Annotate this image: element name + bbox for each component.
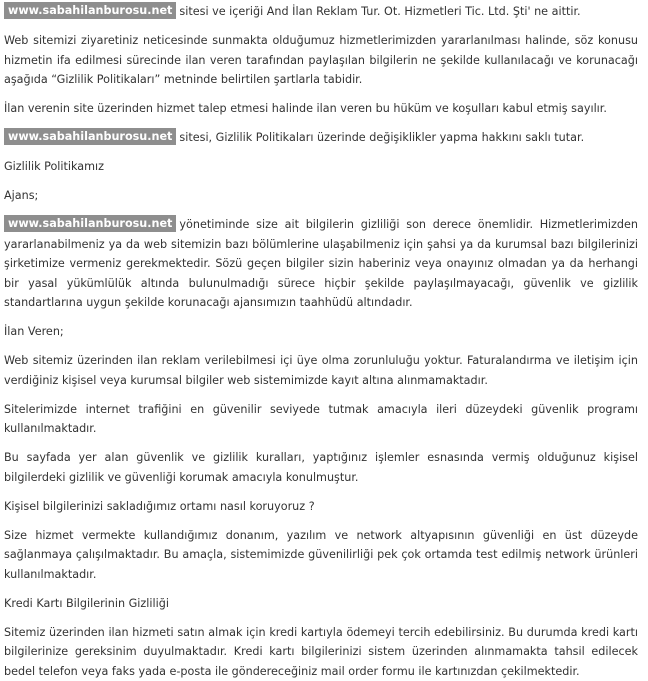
site-badge: www.sabahilanburosu.net (4, 128, 176, 145)
paragraph-agency (4, 215, 638, 313)
paragraph-security-program: Sitelerimizde internet trafiğini en güvenilir seviyede tutmak amacıyla ileri düzeydeki güvenlik programı kullanılmaktadır. (4, 400, 638, 439)
paragraph-rules: Bu sayfada yer alan güvenlik ve gizlilik kuralları, yaptığınız işlemler esnasında vermiş olduğunuz kişisel bilgilerdeki gizlilik ve güvenliği korumak amacıyla konulmuştur. (4, 448, 638, 487)
paragraph-credit-card: Sitemiz üzerinden ilan hizmeti satın almak için kredi kartıyla ödemeyi tercih edebilirsiniz. Bu durumda kredi kartı bilgilerinize gereksinim duyulmaktadır. Kredi kartı bilgilerinizi sistem üzerinden alınmamakta tahsil edilecek bedel telefon veya faks yada e-posta ile göndereceğiniz mail order formu ile kartınızdan çekilmektedir. (4, 623, 638, 681)
paragraph-acceptance: İlan verenin site üzerinden hizmet talep etmesi halinde ilan veren bu hüküm ve koşulları kabul etmiş sayılır. (4, 99, 638, 119)
site-badge: www.sabahilanburosu.net (4, 2, 176, 19)
paragraph-infrastructure: Size hizmet vermekte kullandığımız donanım, yazılım ve network altyapısının güvenliği en üst düzeyde sağlanmaya çalışılmaktadır. Bu amaçla, sistemimizde güvenilirliği pek çok ortamda test edilmiş network ürünleri kullanılmaktadır. (4, 526, 638, 585)
paragraph-rights (4, 128, 638, 148)
paragraph-ownership (4, 2, 638, 22)
paragraph-intro: Web sitemizi ziyaretiniz neticesinde sunmakta olduğumuz hizmetlerimizden yararlanılması halinde, söz konusu hizmetin ifa edilmesi sürecinde ilan veren tarafından paylaşılan bilgilerin ne şekilde kullanılacağı ve korunacağı aşağıda “Gizlilik Politikaları” metninde belirtilen şartlarla tabidir. (4, 31, 638, 90)
paragraph-membership: Web sitemiz üzerinden ilan reklam verilebilmesi içi üye olma zorunluluğu yoktur. Faturalandırma ve iletişim için verdiğiniz kişisel veya kurumsal bilgiler web sistemimizde kayıt altına alınmamaktadır. (4, 351, 638, 390)
agency-text: yönetiminde size ait bilgilerin gizliliği son derece önemlidir. Hizmetlerimizden yararlanabilmeniz ya da web sitemizin bazı bölümlerine ulaşabilmeniz için şahsi ya da kurumsal bazı bilgilerinizi şirketimize vermeniz gerekmektedir. Sözü geçen bilgiler sizin haberiniz veya onayınız olmadan ya da herhangi bir yasal yükümlülük altında bulunulmadığı sürece hiçbir şekilde paylaşılmayacağı, güvenlik ve gizlilik standartlarına uygun şekilde korunacağı ajansımızın taahhüdü altındadır. (4, 218, 638, 309)
rights-text: sitesi, Gizlilik Politikaları üzerinde değişiklikler yapma hakkını saklı tutar. (179, 131, 584, 144)
heading-credit-card: Kredi Kartı Bilgilerinin Gizliliği (4, 594, 638, 614)
heading-advertiser: İlan Veren; (4, 322, 638, 342)
heading-agency: Ajans; (4, 186, 638, 206)
heading-data-protection: Kişisel bilgilerinizi sakladığımız ortamı nasıl koruyoruz ? (4, 497, 638, 517)
ownership-text: sitesi ve içeriği And İlan Reklam Tur. Ot. Hizmetleri Tic. Ltd. Şti' ne aittir. (179, 5, 580, 18)
site-badge: www.sabahilanburosu.net (4, 215, 176, 232)
heading-privacy-policy: Gizlilik Politikamız (4, 157, 638, 177)
